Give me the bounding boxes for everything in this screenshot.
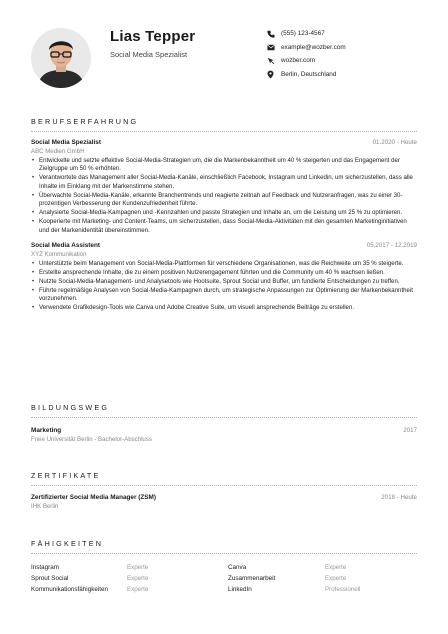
- education-entry: [31, 427, 417, 443]
- email-icon: [266, 43, 275, 52]
- contact-email-text: example@wozber.com: [281, 43, 346, 51]
- education-title: Marketing: [31, 427, 62, 434]
- education-date: 2017: [403, 427, 417, 434]
- contact-location-text: Berlin, Deutschland: [281, 70, 337, 78]
- skill-name: Instagram: [31, 564, 59, 571]
- bullet-item: • Unterstützte beim Management von Social-Media-Plattformen für verschiedene Organisationen, was die Reichweite um 35 % steigerte.: [31, 260, 417, 269]
- certificate-date: 2018 - Heute: [381, 494, 417, 501]
- skills-grid: [31, 564, 417, 593]
- skill-level: Professionell: [325, 586, 361, 593]
- job-date: 05.2017 - 12.2019: [366, 242, 417, 250]
- bullet-item: • Verantwortete das Management aller Social-Media-Kanäle, einschließlich Facebook, Instagram und Linkedin, um sicherzustellen, dass alle Inhalte im Einklang mit der Markenstimme stehen.: [31, 174, 417, 191]
- skill-level: Experte: [127, 564, 149, 571]
- section-divider: [31, 417, 417, 418]
- education-institution: Freie Universität Berlin - Bachelor-Abschluss: [31, 435, 152, 443]
- skill-name: Zusammenarbeit: [228, 575, 276, 582]
- bullet-item: • Verwendete Grafikdesign-Tools wie Canva und Adobe Creative Suite, um visuell ansprechende Beiträge zu erstellen.: [31, 304, 417, 313]
- contact-website[interactable]: [266, 54, 346, 67]
- avatar: [31, 28, 91, 88]
- location-pin-icon: [266, 70, 275, 79]
- skill-name: Kommunikationsfähigkeiten: [31, 586, 109, 593]
- skill-name: Canva: [228, 564, 247, 571]
- contact-location: [266, 68, 346, 81]
- experience-section: [31, 117, 417, 313]
- job-company: XYZ Kommunikation: [31, 250, 87, 258]
- section-title-education: BILDUNGSWEG: [31, 403, 110, 412]
- skill-level: Experte: [325, 575, 347, 582]
- contact-phone-text: (555) 123-4567: [281, 30, 325, 37]
- section-divider: [31, 485, 417, 486]
- bullet-item: • Überwachte Social-Media-Kanäle, erkannte Branchentrends und reagierte zeitnah auf Feedback und Nutzeranfragen, was zu einer 30-prozentigen Verbesserung der Kundenzufriedenheit führte.: [31, 192, 417, 209]
- candidate-name: Lias Tepper: [110, 28, 196, 45]
- bullet-item: • Analysierte Social-Media-Kampagnen und -Kennzahlen und passte Strategien und Inhalte an, um die Leistung um 25 % zu optimieren.: [31, 209, 417, 218]
- skill-level: Experte: [127, 586, 149, 593]
- section-title-experience: BERUFSERFAHRUNG: [31, 117, 139, 126]
- section-divider: [31, 553, 417, 554]
- job-title: Social Media Spezialist: [31, 139, 101, 146]
- job-title: Social Media Assistent: [31, 242, 101, 250]
- bullet-item: • Nutzte Social-Media-Management- und Analysetools wie Hootsuite, Sprout Social und Buffer, um fundierte Entscheidungen zu treffen.: [31, 278, 417, 287]
- skills-section: [31, 539, 417, 593]
- bullet-item: • Erstellte ansprechende Inhalte, die zu einem positiven Nutzerengagement führten und die Community um 40 % wachsen ließen.: [31, 269, 417, 278]
- job-entry-1: [31, 139, 417, 235]
- job-date: 01.2020 - Heute: [372, 139, 417, 146]
- skill-name: Sprout Social: [31, 575, 69, 582]
- bullet-item: • Entwickelte und setzte effektive Social-Media-Strategien um, die die Markenbekanntheit um 40 % steigerten und das Engagement der Zielgruppe um 50 % erhöhten.: [31, 157, 417, 174]
- profile-photo: [31, 28, 91, 88]
- contact-email[interactable]: [266, 41, 346, 54]
- section-title-skills: FÄHIGKEITEN: [31, 539, 104, 548]
- certificate-title: Zertifizierter Social Media Manager (ZSM): [31, 494, 156, 501]
- skill-name: LinkedIn: [228, 586, 252, 593]
- certificate-entry: [31, 494, 417, 510]
- skill-level: Experte: [325, 564, 347, 571]
- candidate-role: Social Media Spezialist: [110, 50, 188, 59]
- certificate-issuer: IHK Berlin: [31, 502, 59, 510]
- phone-icon: [266, 29, 275, 38]
- link-icon: [266, 56, 275, 65]
- job-entry-2: [31, 242, 417, 313]
- section-divider: [31, 131, 417, 132]
- job-bullets: [31, 260, 417, 313]
- certificates-section: [31, 471, 417, 510]
- job-bullets: [31, 157, 417, 236]
- contact-list: [266, 27, 346, 81]
- section-title-certificates: ZERTIFIKATE: [31, 471, 101, 480]
- bullet-item: • Kooperierte mit Marketing- und Content-Teams, um sicherzustellen, dass Social-Media-Aktivitäten mit den gesamten Marketinginitiativen und der Markenidentität übereinstimmen.: [31, 218, 417, 235]
- contact-phone[interactable]: [266, 27, 346, 40]
- job-company: ABC Medien GmbH: [31, 147, 85, 155]
- contact-website-text: wozber.com: [281, 57, 316, 64]
- bullet-item: • Führte regelmäßige Analysen von Social-Media-Kampagnen durch, um strategische Anpassungen zur Optimierung der Markenbekanntheit vorzunehmen.: [31, 287, 417, 304]
- skill-level: Experte: [127, 575, 149, 582]
- education-section: [31, 403, 417, 443]
